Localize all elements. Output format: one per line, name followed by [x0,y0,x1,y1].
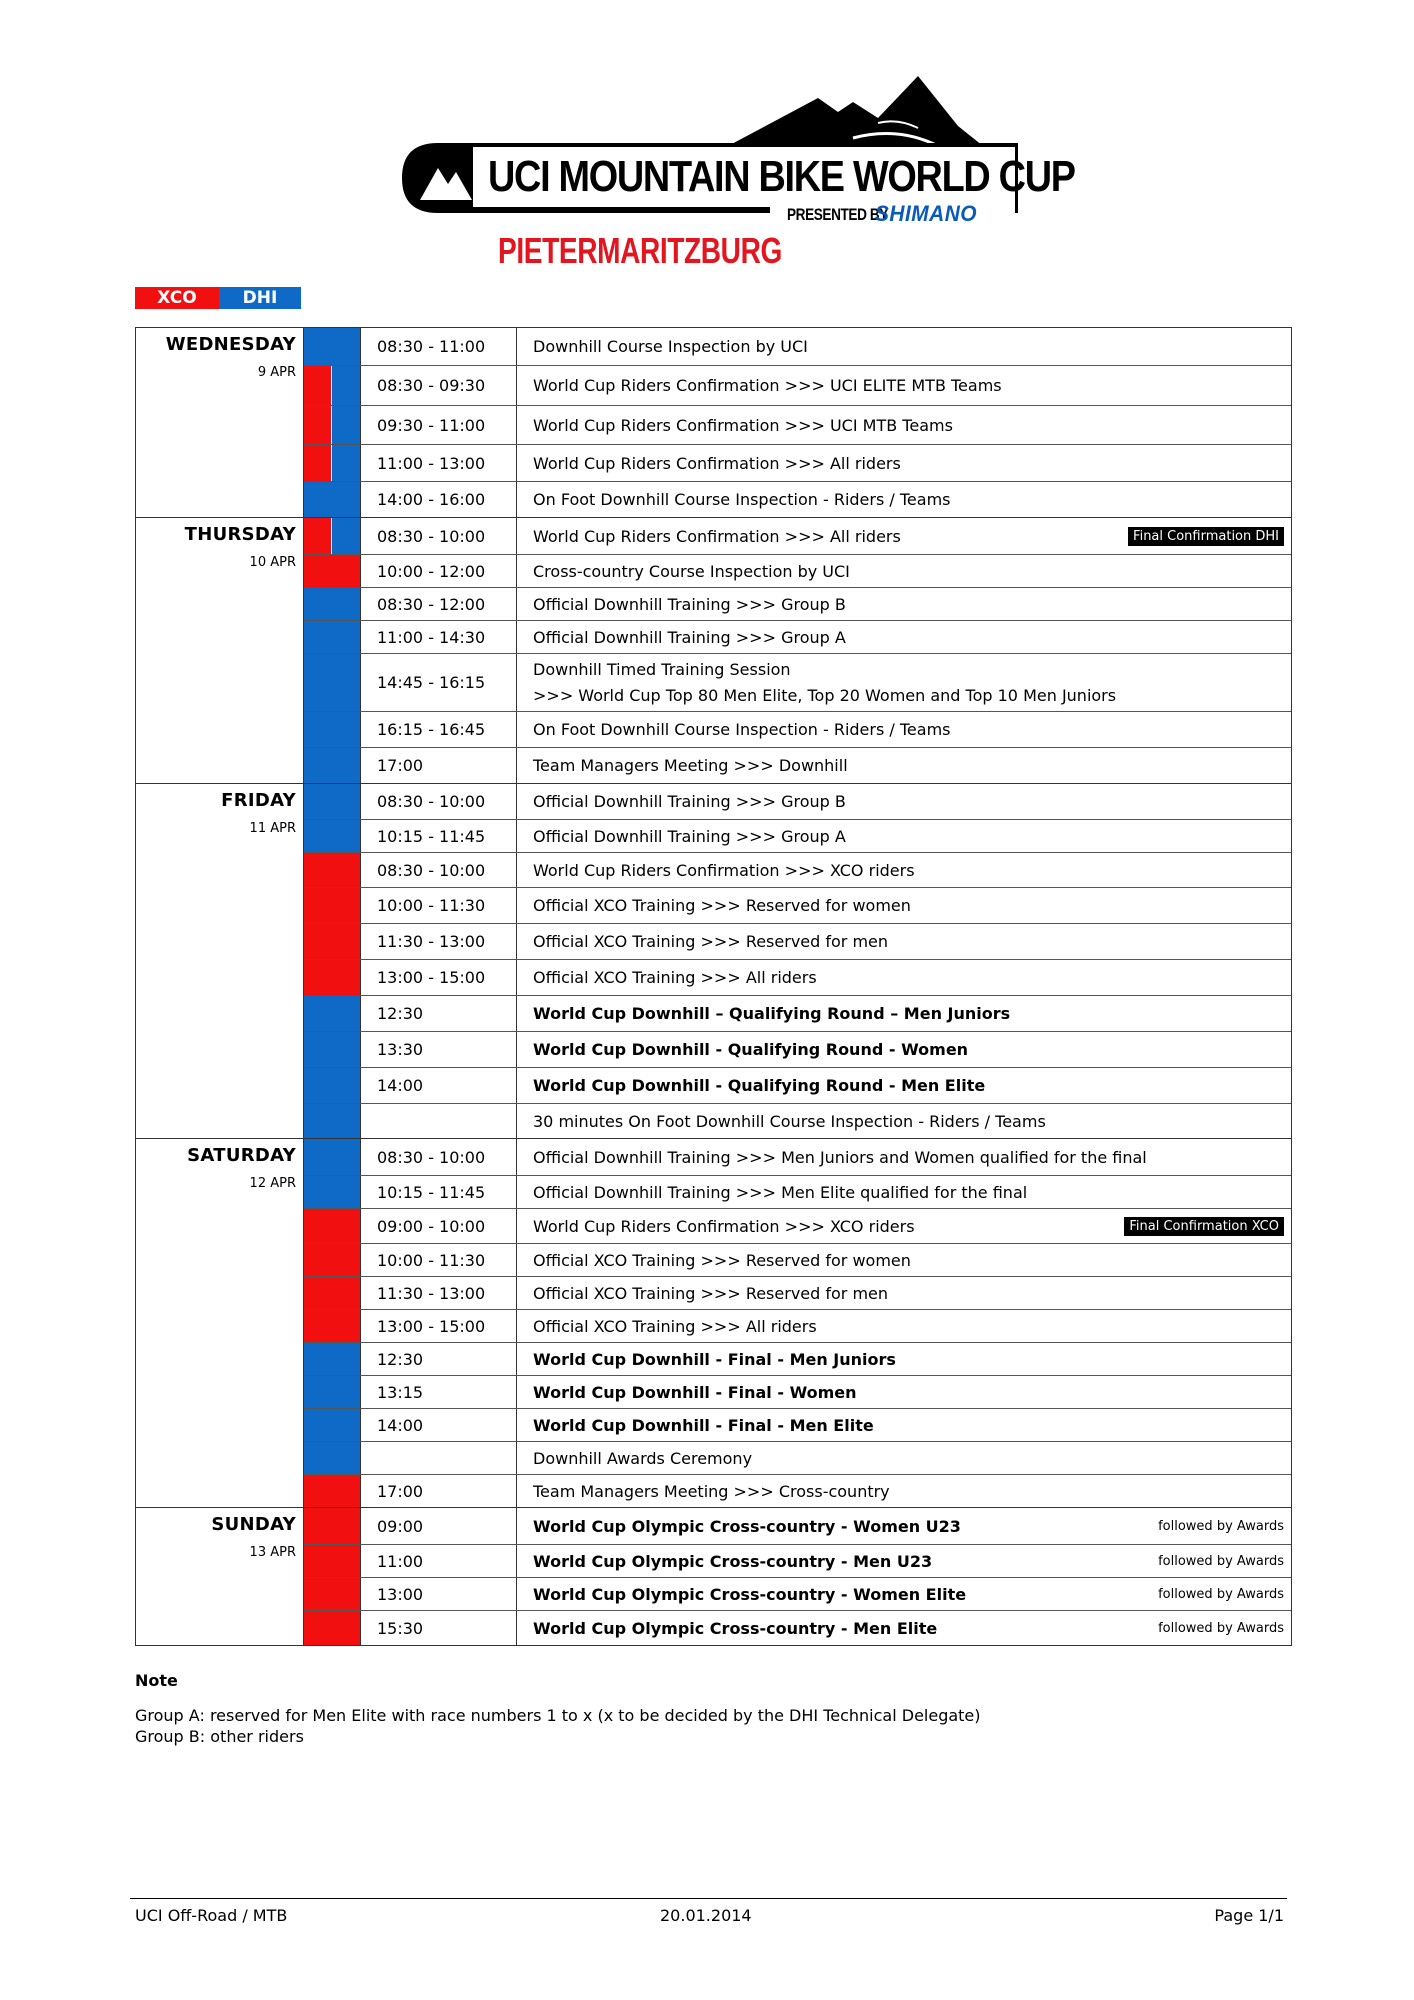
note-body [135,1705,981,1747]
discipline-indicator [304,1310,361,1342]
event-cell [517,1508,1291,1544]
discipline-indicator [304,1409,361,1441]
logo-title: UCI MOUNTAIN BIKE WORLD CUP [488,152,1075,201]
schedule-row [304,1103,1291,1138]
event-cell [517,445,1291,481]
event-time: 11:00 - 13:00 [361,445,517,481]
discipline-indicator [304,588,361,620]
event-description: World Cup Downhill - Final - Men Elite [533,1415,874,1435]
event-description: World Cup Riders Confirmation >>> UCI ELITE MTB Teams [533,376,1002,395]
day-date: 11 APR [249,821,296,836]
discipline-indicator [304,1139,361,1175]
event-description: World Cup Riders Confirmation >>> UCI MTB Teams [533,415,953,435]
event-cell [517,784,1291,819]
discipline-indicator [304,366,361,405]
schedule-row [304,1508,1291,1544]
day-cell [136,1508,304,1645]
discipline-indicator [304,888,361,923]
event-description: Official Downhill Training >>> Group B [533,792,846,811]
event-time: 08:30 - 10:00 [361,853,517,887]
event-description: Official Downhill Training >>> Group B [533,594,846,614]
schedule-row [304,1375,1291,1408]
schedule-row [304,328,1291,365]
event-description: On Foot Downhill Course Inspection - Riders / Teams [533,720,951,739]
footer-page-number: Page 1/1 [1214,1906,1284,1925]
footer-organization: UCI Off-Road / MTB [135,1906,288,1925]
event-cell [517,1343,1291,1375]
xco-marker [304,960,360,995]
event-time: 08:30 - 10:00 [361,518,517,554]
event-time: 08:30 - 10:00 [361,1139,517,1175]
event-time: 11:30 - 13:00 [361,1277,517,1309]
schedule-row [304,1139,1291,1175]
event-cell [517,1104,1291,1138]
day-block [136,1138,1291,1507]
discipline-indicator [304,1032,361,1067]
event-time: 08:30 - 12:00 [361,588,517,620]
schedule-row [304,819,1291,852]
event-cell [517,328,1291,365]
day-cell [136,518,304,783]
schedule-row [304,1031,1291,1067]
event-cell [517,588,1291,620]
event-description: Cross-country Course Inspection by UCI [533,561,850,581]
day-events [304,1139,1291,1507]
event-cell [517,712,1291,747]
schedule-row [304,747,1291,783]
discipline-indicator [304,555,361,587]
event-cell [517,1376,1291,1408]
discipline-indicator [304,1545,361,1577]
day-block [136,783,1291,1138]
discipline-indicator [304,1442,361,1474]
final-confirmation-badge: Final Confirmation XCO [1124,1217,1284,1236]
schedule-row [304,1067,1291,1103]
schedule-row [304,1441,1291,1474]
event-description: World Cup Riders Confirmation >>> All riders [533,526,901,546]
footer-date: 20.01.2014 [660,1906,752,1925]
event-description: World Cup Riders Confirmation >>> XCO riders [533,860,915,880]
discipline-indicator [304,924,361,959]
note-line: Group A: reserved for Men Elite with race numbers 1 to x (x to be decided by the DHI Technical Delegate) [135,1706,981,1725]
day-cell [136,328,304,517]
event-time [361,1104,517,1138]
event-cell [517,1277,1291,1309]
dhi-marker [304,328,360,365]
discipline-indicator [304,853,361,887]
discipline-legend [135,287,301,309]
event-time: 15:30 [361,1611,517,1645]
event-description: World Cup Downhill - Qualifying Round - Women [533,1040,969,1059]
event-description: World Cup Olympic Cross-country - Men Elite [533,1618,938,1638]
event-description: Official Downhill Training >>> Group A [533,627,846,647]
event-description: Team Managers Meeting >>> Downhill [533,756,848,775]
schedule-row [304,365,1291,405]
awards-note: followed by Awards [1158,1518,1284,1534]
discipline-indicator [304,1343,361,1375]
event-time: 10:00 - 12:00 [361,555,517,587]
event-description: Official Downhill Training >>> Group A [533,826,846,846]
discipline-indicator [304,445,361,481]
event-cell [517,888,1291,923]
event-description-detail: >>> World Cup Top 80 Men Elite, Top 20 Women and Top 10 Men Juniors [533,685,1117,705]
day-date: 12 APR [249,1176,296,1191]
day-date: 10 APR [249,555,296,570]
xco-marker [304,1578,360,1610]
event-description: World Cup Downhill - Final - Men Juniors [533,1349,896,1369]
event-time: 13:00 [361,1578,517,1610]
dhi-marker [304,820,360,852]
event-logo [398,68,1075,278]
schedule-row [304,653,1291,711]
sponsor-logo: SHIMANO [875,201,978,226]
day-cell [136,1139,304,1507]
schedule-row [304,1342,1291,1375]
event-time: 13:00 - 15:00 [361,1310,517,1342]
discipline-indicator [304,518,361,554]
discipline-indicator [304,406,361,444]
event-time: 14:45 - 16:15 [361,654,517,711]
discipline-indicator [304,1376,361,1408]
schedule-row [304,554,1291,587]
event-cell [517,1139,1291,1175]
schedule-row [304,1243,1291,1276]
event-time: 09:00 - 10:00 [361,1209,517,1243]
day-name: FRIDAY [221,790,296,811]
xco-marker [304,555,360,587]
dhi-marker [304,1032,360,1067]
discipline-indicator [304,820,361,852]
event-cell [517,518,1291,554]
event-description: Official Downhill Training >>> Men Elite qualified for the final [533,1182,1028,1202]
event-time: 12:30 [361,996,517,1031]
day-date: 9 APR [257,365,296,380]
xco-marker [304,1508,360,1544]
event-cell [517,1475,1291,1507]
schedule-row [304,1276,1291,1309]
awards-note: followed by Awards [1158,1586,1284,1602]
event-time: 17:00 [361,748,517,783]
xco-marker [304,1310,360,1342]
dhi-marker [304,1104,360,1138]
discipline-indicator [304,1068,361,1103]
event-description: Downhill Timed Training Session [533,659,791,679]
discipline-indicator [304,1277,361,1309]
event-time: 11:00 [361,1545,517,1577]
event-cell [517,853,1291,887]
event-description: World Cup Downhill – Qualifying Round – Men Juniors [533,1004,1011,1023]
event-time: 11:30 - 13:00 [361,924,517,959]
schedule-row [304,1175,1291,1208]
xco-marker [304,518,331,554]
event-time: 13:00 - 15:00 [361,960,517,995]
dhi-marker [332,366,360,405]
event-time: 09:00 [361,1508,517,1544]
schedule-row [304,995,1291,1031]
event-cell [517,1578,1291,1610]
day-name: THURSDAY [184,524,296,545]
event-cell [517,1209,1291,1243]
dhi-marker [304,1343,360,1375]
event-cell [517,1442,1291,1474]
xco-marker [304,366,331,405]
dhi-marker [304,784,360,819]
discipline-indicator [304,1475,361,1507]
schedule-row [304,1408,1291,1441]
discipline-indicator [304,1209,361,1243]
event-cell [517,924,1291,959]
xco-marker [304,445,331,481]
event-time: 10:15 - 11:45 [361,820,517,852]
event-cell [517,748,1291,783]
discipline-indicator [304,996,361,1031]
dhi-marker [304,1409,360,1441]
xco-marker [304,888,360,923]
footer-divider [130,1898,1287,1899]
day-block [136,328,1291,517]
schedule-row [304,587,1291,620]
discipline-indicator [304,1508,361,1544]
discipline-indicator [304,1104,361,1138]
xco-marker [304,1475,360,1507]
discipline-indicator [304,328,361,365]
discipline-indicator [304,712,361,747]
dhi-marker [304,748,360,783]
day-name: WEDNESDAY [165,334,296,355]
schedule-row [304,923,1291,959]
day-events [304,1508,1291,1645]
event-cell [517,366,1291,405]
event-cell [517,482,1291,517]
final-confirmation-badge: Final Confirmation DHI [1128,527,1284,546]
event-cell [517,1545,1291,1577]
event-description: Official Downhill Training >>> Men Juniors and Women qualified for the final [533,1147,1147,1167]
note-title: Note [135,1671,178,1690]
event-time: 14:00 - 16:00 [361,482,517,517]
day-cell [136,784,304,1138]
event-time: 08:30 - 10:00 [361,784,517,819]
event-cell [517,820,1291,852]
logo-presented-by: PRESENTED BY [787,205,888,224]
dhi-marker [332,518,360,554]
legend-dhi: DHI [219,287,301,309]
event-time: 10:15 - 11:45 [361,1176,517,1208]
dhi-marker [304,482,360,517]
schedule-row [304,1577,1291,1610]
schedule-row [304,1610,1291,1645]
discipline-indicator [304,654,361,711]
discipline-indicator [304,1611,361,1645]
event-city: PIETERMARITZBURG [498,230,782,271]
dhi-marker [304,1442,360,1474]
event-description: Official XCO Training >>> Reserved for men [533,932,889,951]
schedule-row [304,1474,1291,1507]
event-description: World Cup Riders Confirmation >>> XCO riders [533,1216,915,1236]
dhi-marker [304,712,360,747]
schedule-row [304,405,1291,444]
event-cell [517,406,1291,444]
event-cell [517,1310,1291,1342]
event-cell [517,555,1291,587]
discipline-indicator [304,1578,361,1610]
event-cell [517,1409,1291,1441]
event-description: Team Managers Meeting >>> Cross-country [533,1481,890,1501]
event-time [361,1442,517,1474]
dhi-marker [332,406,360,444]
event-description: World Cup Olympic Cross-country - Men U23 [533,1551,933,1571]
discipline-indicator [304,1176,361,1208]
schedule-row [304,481,1291,517]
event-description: Official XCO Training >>> Reserved for men [533,1283,889,1303]
event-description: World Cup Downhill - Final - Women [533,1382,857,1402]
event-description: World Cup Olympic Cross-country - Women U23 [533,1516,961,1536]
event-description: 30 minutes On Foot Downhill Course Inspection - Riders / Teams [533,1111,1046,1131]
event-description: Official XCO Training >>> Reserved for women [533,896,911,915]
event-time: 17:00 [361,1475,517,1507]
xco-marker [304,1277,360,1309]
schedule-row [304,959,1291,995]
event-cell [517,1611,1291,1645]
event-cell [517,960,1291,995]
event-description: Downhill Awards Ceremony [533,1448,753,1468]
event-time: 13:15 [361,1376,517,1408]
schedule-row [304,518,1291,554]
day-events [304,784,1291,1138]
event-description: On Foot Downhill Course Inspection - Riders / Teams [533,490,951,509]
event-time: 14:00 [361,1068,517,1103]
awards-note: followed by Awards [1158,1620,1284,1636]
dhi-marker [332,445,360,481]
xco-marker [304,853,360,887]
schedule-row [304,784,1291,819]
event-description: Official XCO Training >>> All riders [533,1316,817,1336]
event-time: 08:30 - 09:30 [361,366,517,405]
discipline-indicator [304,960,361,995]
day-name: SATURDAY [187,1145,296,1166]
event-time: 14:00 [361,1409,517,1441]
discipline-indicator [304,482,361,517]
event-time: 10:00 - 11:30 [361,888,517,923]
schedule-row [304,1544,1291,1577]
event-description: Official XCO Training >>> Reserved for women [533,1250,911,1270]
dhi-marker [304,1139,360,1175]
event-time: 16:15 - 16:45 [361,712,517,747]
event-time: 13:30 [361,1032,517,1067]
schedule-table [135,327,1292,1646]
event-time: 11:00 - 14:30 [361,621,517,653]
xco-marker [304,406,331,444]
event-cell [517,654,1291,711]
schedule-row [304,852,1291,887]
event-description: World Cup Olympic Cross-country - Women Elite [533,1584,967,1604]
dhi-marker [304,1176,360,1208]
xco-marker [304,1244,360,1276]
xco-marker [304,924,360,959]
event-cell [517,1244,1291,1276]
schedule-row [304,887,1291,923]
dhi-marker [304,996,360,1031]
event-time: 08:30 - 11:00 [361,328,517,365]
schedule-row [304,444,1291,481]
discipline-indicator [304,1244,361,1276]
event-time: 09:30 - 11:00 [361,406,517,444]
xco-marker [304,1209,360,1243]
dhi-marker [304,621,360,653]
day-events [304,328,1291,517]
event-time: 12:30 [361,1343,517,1375]
event-description: Official XCO Training >>> All riders [533,968,817,987]
event-cell [517,1032,1291,1067]
day-name: SUNDAY [211,1514,296,1535]
schedule-row [304,620,1291,653]
event-description: Downhill Course Inspection by UCI [533,337,808,356]
event-cell [517,1176,1291,1208]
day-block [136,517,1291,783]
event-cell [517,1068,1291,1103]
xco-marker [304,1611,360,1645]
legend-xco: XCO [135,287,219,309]
schedule-row [304,1208,1291,1243]
schedule-row [304,711,1291,747]
awards-note: followed by Awards [1158,1553,1284,1569]
event-cell [517,621,1291,653]
day-date: 13 APR [249,1545,296,1560]
xco-marker [304,1545,360,1577]
discipline-indicator [304,748,361,783]
event-description: World Cup Riders Confirmation >>> All riders [533,453,901,473]
event-description: World Cup Downhill - Qualifying Round - Men Elite [533,1076,986,1095]
dhi-marker [304,1068,360,1103]
dhi-marker [304,1376,360,1408]
dhi-marker [304,654,360,711]
schedule-row [304,1309,1291,1342]
event-time: 10:00 - 11:30 [361,1244,517,1276]
discipline-indicator [304,784,361,819]
note-line: Group B: other riders [135,1727,304,1746]
event-cell [517,996,1291,1031]
discipline-indicator [304,621,361,653]
dhi-marker [304,588,360,620]
day-block [136,1507,1291,1645]
day-events [304,518,1291,783]
